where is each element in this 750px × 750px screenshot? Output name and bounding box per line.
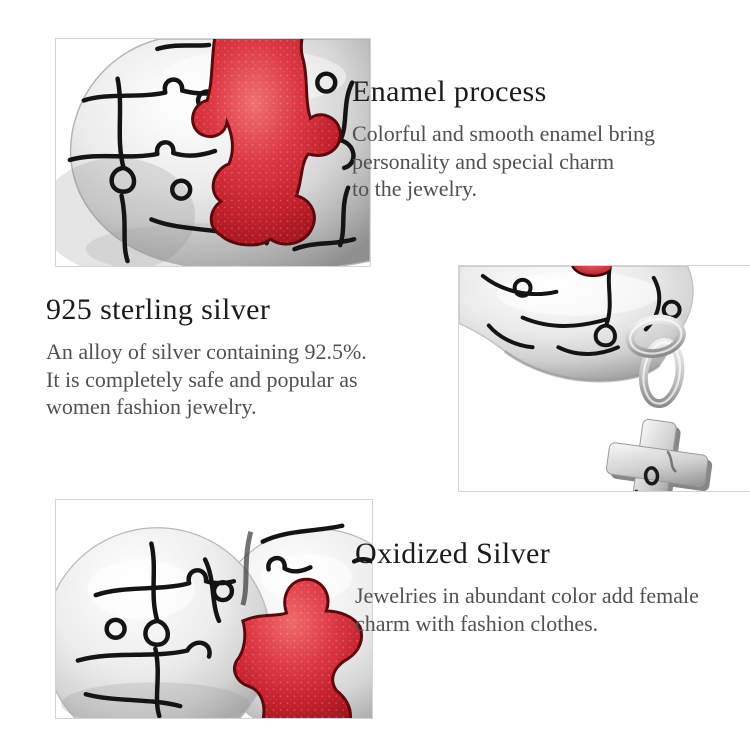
heart-dangle-photo-art: [459, 266, 750, 491]
heart-closeup-photo-art: [56, 39, 370, 266]
body-line: An alloy of silver containing 92.5%.: [46, 339, 367, 364]
body-line: It is completely safe and popular as: [46, 366, 358, 392]
body-line: to the jewelry.: [352, 176, 478, 201]
section-title: 925 sterling silver: [46, 293, 271, 326]
body-line: women fashion jewelry.: [46, 394, 257, 419]
body-line: personality and special charm: [352, 148, 615, 174]
photo-heart-with-cross-dangle: [458, 265, 750, 492]
heart-top-view-photo-art: [56, 500, 372, 718]
caption-oxidized-silver: [355, 536, 699, 637]
section-title: Oxidized Silver: [355, 537, 551, 570]
caption-enamel-process: [352, 74, 655, 203]
section-title: Enamel process: [352, 75, 547, 108]
body-line: Jewelries in abundant color add female: [355, 583, 699, 608]
caption-925-sterling-silver: [46, 292, 367, 421]
photo-heart-closeup: [55, 38, 371, 267]
body-line: Colorful and smooth enamel bring: [352, 121, 656, 146]
photo-heart-top-view: [55, 499, 373, 719]
body-line: charm with fashion clothes.: [355, 610, 599, 636]
